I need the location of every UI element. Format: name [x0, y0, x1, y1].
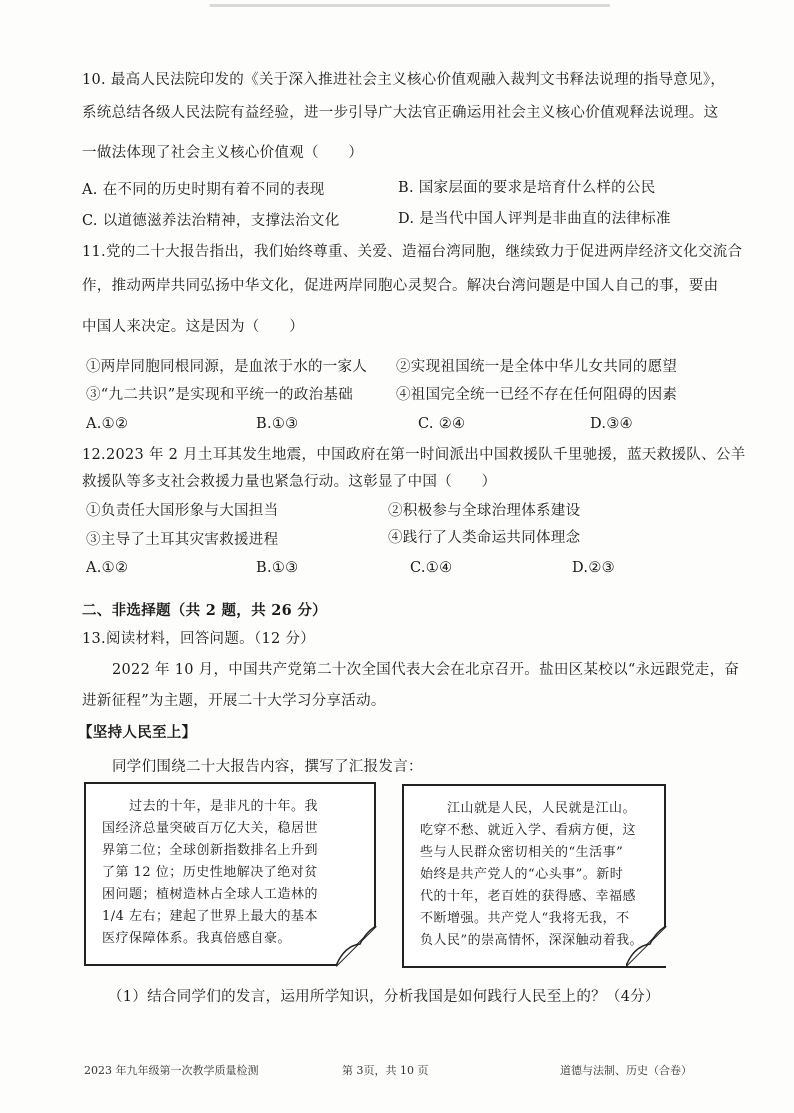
q10-option-d: D. 是当代中国人评判是非曲直的法律标准 [398, 211, 671, 227]
box-right-line: 始终是共产党人的“心头事”。新时 [420, 867, 624, 882]
q10-option-c: C. 以道德滋养法治精神，支撑法治文化 [82, 213, 340, 229]
box-left-line: 1/4 左右；建起了世界上最大的基本 [102, 909, 319, 924]
footer-left: 2023 年九年级第一次教学质量检测 [84, 1064, 259, 1077]
q11-option-b: B.①③ [256, 416, 299, 432]
q13-intro-line-1: 2022 年 10 月，中国共产党第二十次全国代表大会在北京召开。盐田区某校以“永远跟党走，奋 [112, 662, 740, 678]
page-number: 第 3页，共 10 页 [342, 1064, 429, 1077]
box-left-line: 医疗保障体系。我真倍感自豪。 [102, 931, 292, 946]
q12-statement-3: ③主导了土耳其灾害救援进程 [86, 532, 279, 548]
q13-subheading: 【坚持人民至上】 [78, 724, 197, 741]
box-left-line: 界第二位；全球创新指数排名上升到 [102, 843, 319, 858]
q11-statement-1: ①两岸同胞同根同源，是血浓于水的一家人 [86, 359, 368, 375]
q11-line-1: 11.党的二十大报告指出，我们始终尊重、关爱、造福台湾同胞，继续致力于促进两岸经济文化交流合 [82, 244, 743, 260]
q11-line-2: 作，推动两岸共同弘扬中华文化，促进两岸同胞心灵契合。解决台湾问题是中国人自己的事，要由 [82, 278, 719, 294]
q11-line-3: 中国人来决定。这是因为（ ） [82, 319, 304, 335]
q10-option-b: B. 国家层面的要求是培育什么样的公民 [398, 180, 656, 196]
q12-statement-1: ①负责任大国形象与大国担当 [86, 503, 279, 519]
q13-intro-line-2: 进新征程”为主题，开展二十大学习分享活动。 [82, 693, 386, 709]
q10-option-a: A. 在不同的历史时期有着不同的表现 [82, 182, 325, 198]
page-curl-icon [336, 926, 380, 970]
scan-edge-mark [210, 4, 610, 7]
q13-title: 13.阅读材料，回答问题。（12 分） [82, 631, 316, 647]
q12-statement-4: ④践行了人类命运共同体理念 [388, 530, 581, 546]
q11-statement-2: ②实现祖国统一是全体中华儿女共同的愿望 [396, 359, 678, 375]
q11-option-a: A.①② [86, 416, 129, 432]
q12-option-d: D.②③ [572, 560, 615, 576]
box-left-line: 困问题；植树造林占全球人工造林的 [102, 887, 319, 902]
footer-right: 道德与法制、历史（合卷） [560, 1064, 692, 1077]
q11-option-c: C. ②④ [418, 416, 466, 432]
q11-option-d: D.③④ [590, 416, 633, 432]
q12-line-1: 12.2023 年 2 月土耳其发生地震，中国政府在第一时间派出中国救援队千里驰援，蓝天救援队、公羊 [82, 447, 746, 463]
q10-line-2: 系统总结各级人民法院有益经验，进一步引导广大法官正确运用社会主义核心价值观释法说理。这 [82, 105, 719, 121]
q10-line-3: 一做法体现了社会主义核心价值观（ ） [82, 145, 364, 161]
q11-statement-3: ③“九二共识”是实现和平统一的政治基础 [86, 387, 354, 403]
box-left-line: 了第 12 位；历史性地解决了绝对贫 [102, 865, 318, 880]
box-right-line: 些与人民群众密切相关的“生活事” [420, 845, 624, 860]
box-right-line: 负人民”的崇高情怀，深深触动着我。 [420, 933, 644, 948]
q13-sub-question-1: （1）结合同学们的发言，运用所学知识，分析我国是如何践行人民至上的？（4分） [108, 989, 660, 1005]
box-right-line: 代的十年，老百姓的获得感、幸福感 [420, 889, 637, 904]
q12-statement-2: ②积极参与全球治理体系建设 [388, 503, 581, 519]
q12-option-c: C.①④ [410, 560, 453, 576]
section-2-heading: 二、非选择题（共 2 题，共 26 分） [82, 602, 327, 619]
q10-line-1: 10. 最高人民法院印发的《关于深入推进社会主义核心价值观融入裁判文书释法说理的指导意见》， [82, 72, 726, 88]
box-right-line: 不断增强。共产党人“我将无我，不 [420, 911, 630, 926]
box-left-line: 过去的十年，是非凡的十年。我 [102, 799, 319, 814]
box-left-line: 国经济总量突破百万亿大关，稳居世 [102, 821, 319, 836]
q12-line-2: 救援队等多支社会救援力量也紧急行动。这彰显了中国（ ） [82, 474, 497, 490]
page-curl-icon [626, 926, 670, 970]
q13-lead: 同学们围绕二十大报告内容，撰写了汇报发言： [112, 759, 423, 775]
q12-option-b: B.①③ [256, 560, 299, 576]
q12-option-a: A.①② [86, 560, 129, 576]
q11-statement-4: ④祖国完全统一已经不存在任何阻碍的因素 [396, 387, 678, 403]
speech-box-left [84, 782, 376, 966]
box-right-line: 吃穿不愁、就近入学、看病方便，这 [420, 823, 637, 838]
box-right-line: 江山就是人民，人民就是江山。 [420, 801, 637, 816]
